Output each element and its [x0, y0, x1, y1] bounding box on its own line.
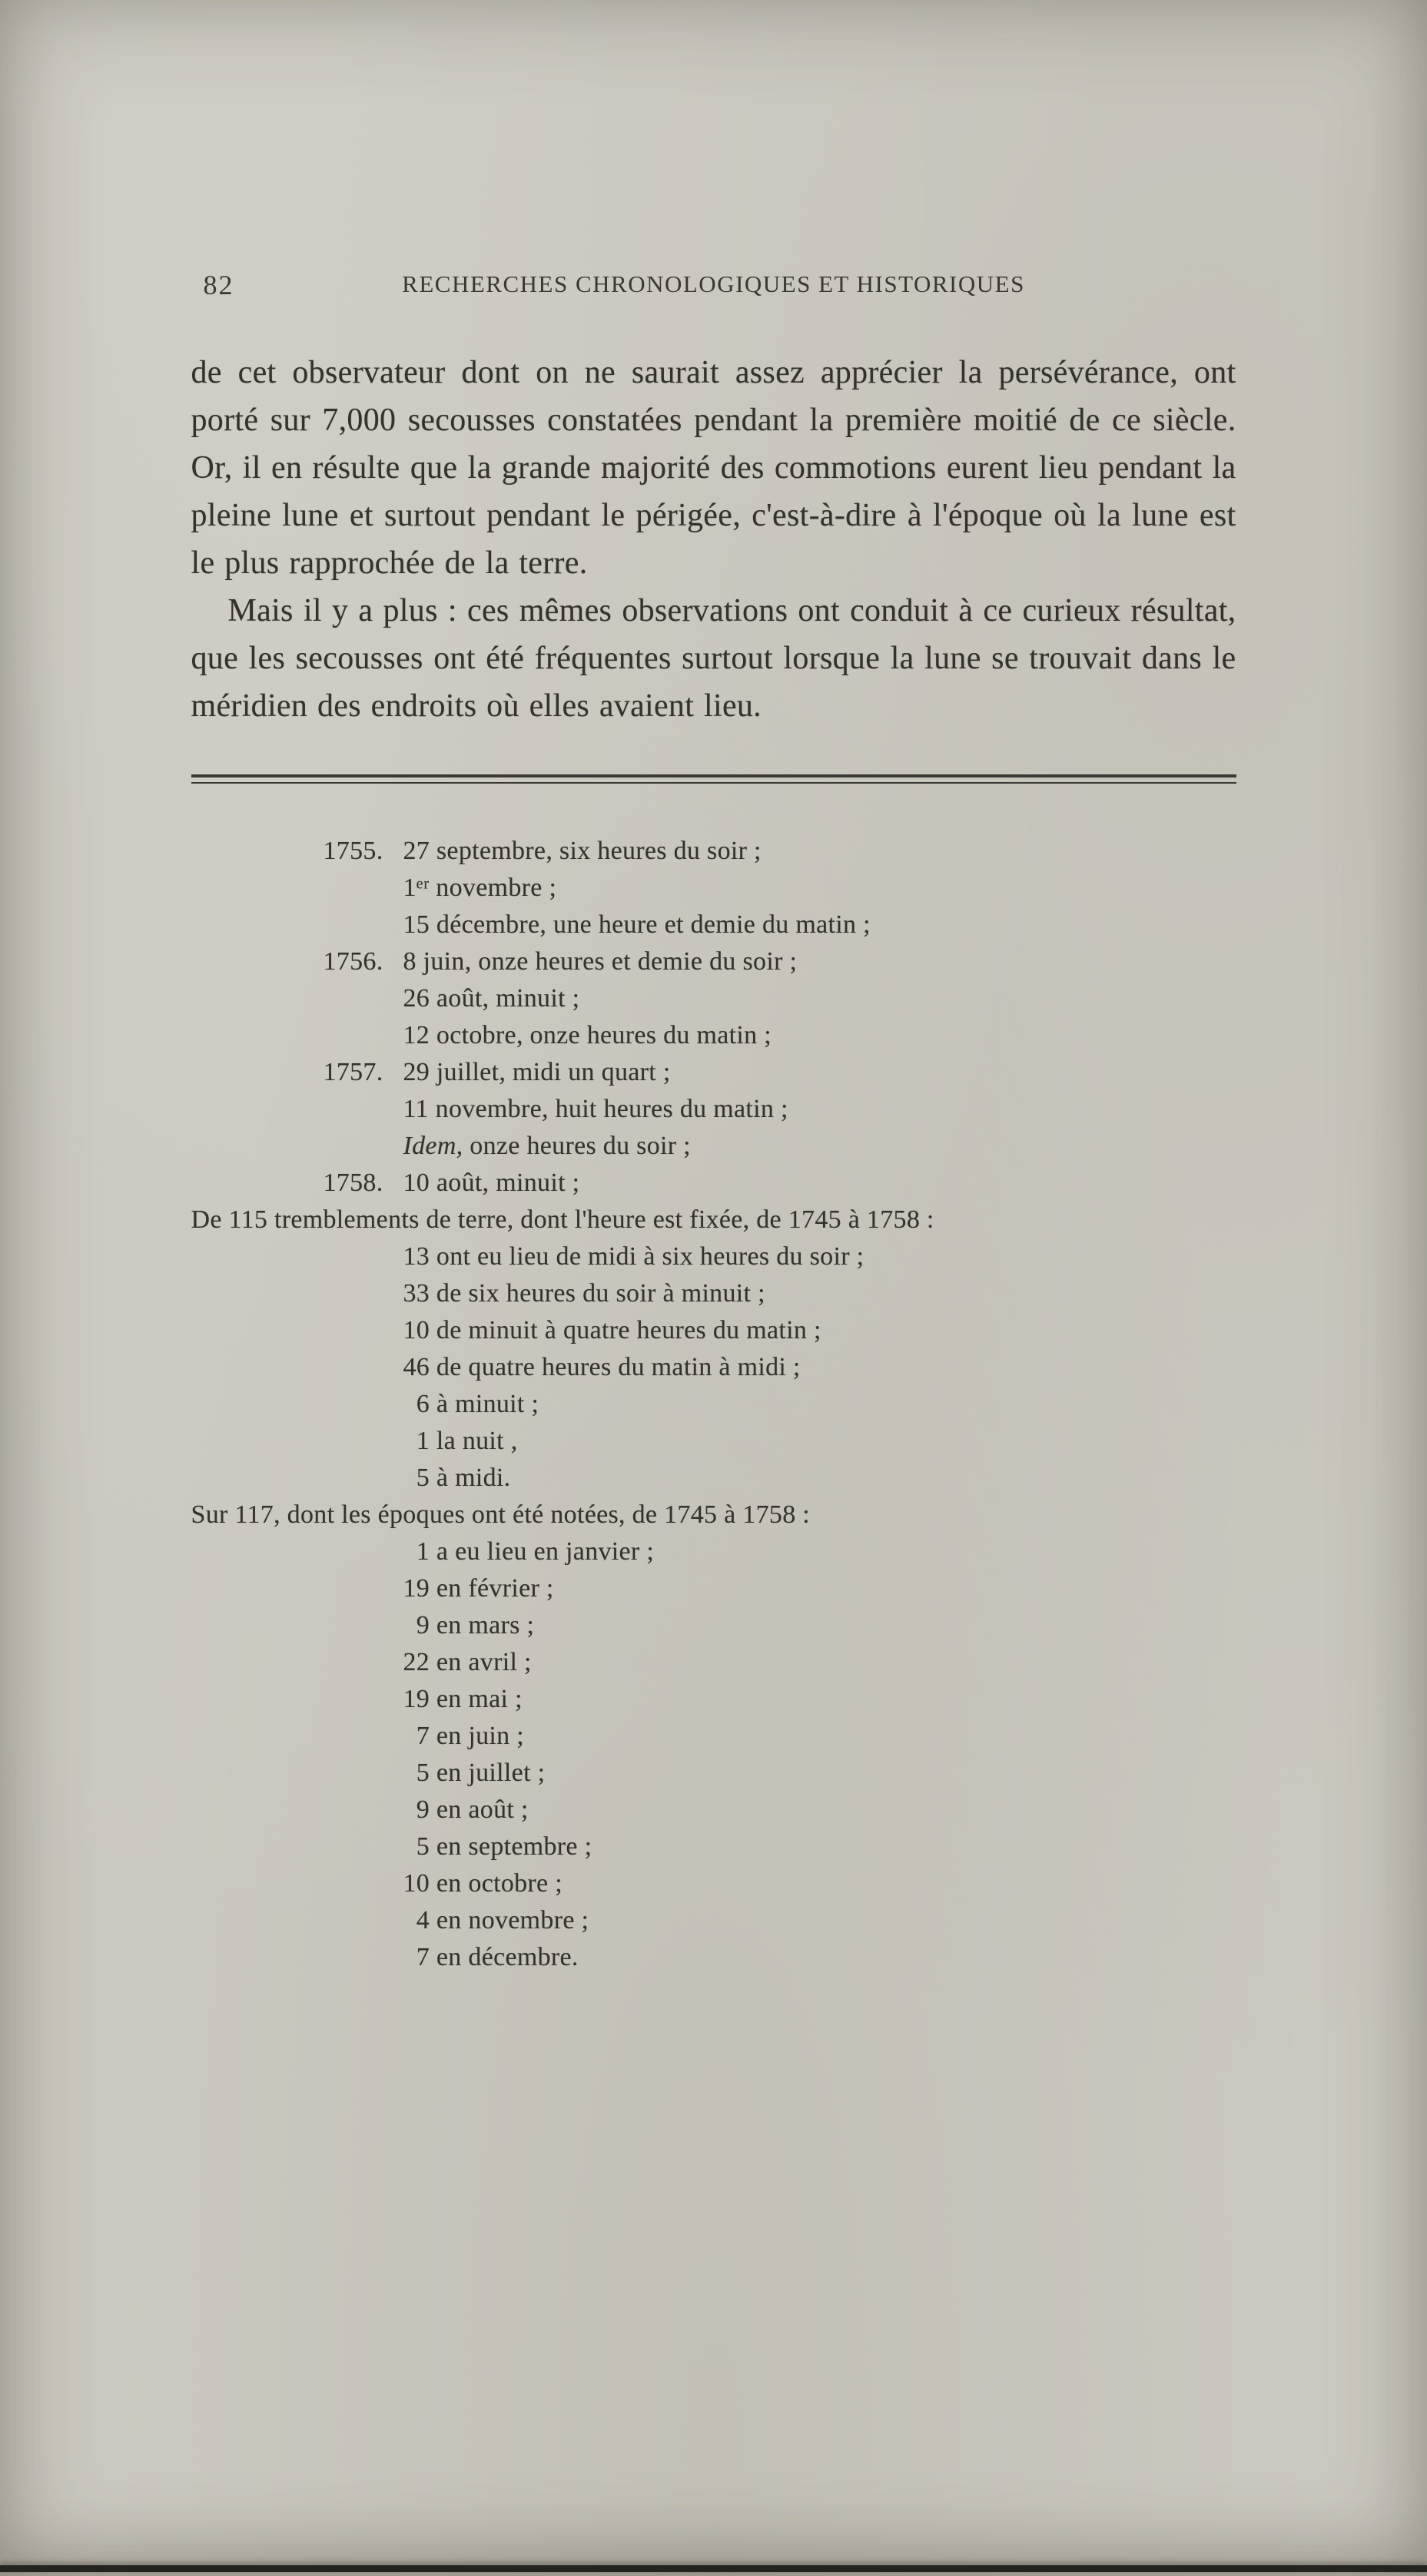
year-label [324, 1939, 403, 1976]
table-row [191, 1312, 1236, 1349]
entry-text: 9 en août ; [403, 1795, 529, 1824]
entry-text: Idem, onze heures du soir ; [403, 1132, 691, 1160]
entry-text: 4 en novembre ; [403, 1906, 589, 1934]
entry-text: Sur 117, dont les époques ont été notées, de 1745 à 1758 : [191, 1500, 811, 1529]
year-label [324, 1755, 403, 1792]
year-label [324, 1275, 403, 1312]
table-row [191, 1681, 1236, 1718]
scan-bottom-edge [0, 2565, 1427, 2572]
page-header [191, 0, 1236, 298]
table-row [191, 833, 1236, 870]
year-label [324, 1792, 403, 1828]
paragraph-observations: de cet observateur dont on ne saurait assez apprécier la persévérance, ont porté sur 7,000 secousses constatées pendant la première moitié de ce siècle. Or, il en résulte que la grande majorité des commotions eurent lieu pendant la pleine lune et surtout pendant le périgée, c'est-à-dire à l'époque où la lune est le plus rapprochée de la terre. [191, 355, 1236, 581]
table-row [191, 907, 1236, 943]
table-row [191, 1718, 1236, 1755]
table-row [191, 1091, 1236, 1128]
table-row [191, 1497, 1236, 1533]
entry-text: 13 ont eu lieu de midi à six heures du soir ; [403, 1242, 864, 1271]
table-row [191, 1054, 1236, 1091]
table-row [191, 1460, 1236, 1497]
year-label: 1757. [323, 1058, 383, 1086]
table-row [191, 1238, 1236, 1275]
entry-text: 26 août, minuit ; [403, 984, 580, 1013]
entry-text: 27 septembre, six heures du soir ; [403, 837, 762, 865]
entry-text: 33 de six heures du soir à minuit ; [403, 1279, 765, 1308]
table-row [191, 1607, 1236, 1644]
section-divider [191, 774, 1236, 784]
entry-text: 5 à midi. [403, 1464, 511, 1492]
year-label: 1755. [323, 837, 383, 865]
entry-text: 1ᵉʳ novembre ; [403, 874, 557, 902]
running-title: RECHERCHES CHRONOLOGIQUES ET HISTORIQUES [402, 270, 1025, 297]
table-row [191, 980, 1236, 1017]
table-row [191, 1828, 1236, 1865]
table-row [191, 1755, 1236, 1792]
year-label [324, 870, 403, 907]
year-label [324, 980, 403, 1017]
entry-text: 19 en février ; [403, 1574, 554, 1603]
entry-text: 5 en juillet ; [403, 1759, 546, 1787]
table-row [191, 1644, 1236, 1681]
table-row [191, 1165, 1236, 1202]
paragraph-conclusion: Mais il y a plus : ces mêmes observations ont conduit à ce curieux résultat, que les secousses ont été fréquentes surtout lorsque la lune se trouvait dans le méridien des endroits où elles avaient lieu. [191, 593, 1236, 724]
year-label [324, 1386, 403, 1423]
page-number: 82 [203, 270, 234, 300]
year-label [324, 1828, 403, 1865]
entry-text: 22 en avril ; [403, 1648, 532, 1676]
table-row [191, 1275, 1236, 1312]
table-row [191, 1902, 1236, 1939]
year-label [324, 1017, 403, 1054]
entry-text: 10 de minuit à quatre heures du matin ; [403, 1316, 821, 1344]
entry-text: 12 octobre, onze heures du matin ; [403, 1021, 772, 1049]
earthquake-chronology-table [191, 833, 1236, 1976]
entry-text: De 115 tremblements de terre, dont l'heure est fixée, de 1745 à 1758 : [191, 1205, 934, 1234]
year-label [324, 1718, 403, 1755]
table-row [191, 1570, 1236, 1607]
entry-text: 1 la nuit , [403, 1427, 518, 1455]
table-row [191, 1792, 1236, 1828]
year-label [324, 1128, 403, 1165]
table-row [191, 943, 1236, 980]
year-label: 1756. [323, 947, 383, 976]
table-row [191, 1939, 1236, 1976]
table-row [191, 870, 1236, 907]
entry-text: 1 a eu lieu en janvier ; [403, 1537, 655, 1566]
year-label [324, 1533, 403, 1570]
entry-text: 5 en septembre ; [403, 1832, 592, 1861]
year-label [324, 1312, 403, 1349]
entry-text: 10 août, minuit ; [403, 1169, 580, 1197]
table-row [191, 1533, 1236, 1570]
entry-text: 19 en mai ; [403, 1685, 523, 1713]
entry-text: 7 en juin ; [403, 1722, 525, 1750]
year-label [324, 1460, 403, 1497]
text-block [191, 298, 1236, 1976]
table-row [191, 1386, 1236, 1423]
entry-text: 11 novembre, huit heures du matin ; [403, 1095, 788, 1123]
year-label [324, 1644, 403, 1681]
entry-text: 8 juin, onze heures et demie du soir ; [403, 947, 798, 976]
year-label [324, 1865, 403, 1902]
entry-text: 7 en décembre. [403, 1943, 579, 1971]
table-row [191, 1423, 1236, 1460]
year-label [324, 1902, 403, 1939]
entry-text: 29 juillet, midi un quart ; [403, 1058, 671, 1086]
entry-text: 9 en mars ; [403, 1611, 535, 1639]
table-row [191, 1202, 1236, 1238]
year-label [324, 1349, 403, 1386]
year-label [324, 1423, 403, 1460]
year-label [324, 1681, 403, 1718]
entry-text: 15 décembre, une heure et demie du matin ; [403, 910, 871, 939]
year-label: 1758. [323, 1169, 383, 1197]
table-row [191, 1865, 1236, 1902]
year-label [324, 1607, 403, 1644]
year-label [324, 1091, 403, 1128]
table-row [191, 1349, 1236, 1386]
table-row [191, 1017, 1236, 1054]
year-label [324, 907, 403, 943]
entry-text: 10 en octobre ; [403, 1869, 563, 1898]
entry-text: 6 à minuit ; [403, 1390, 539, 1418]
year-label [324, 1238, 403, 1275]
entry-text: 46 de quatre heures du matin à midi ; [403, 1353, 801, 1381]
table-row [191, 1128, 1236, 1165]
year-label [324, 1570, 403, 1607]
